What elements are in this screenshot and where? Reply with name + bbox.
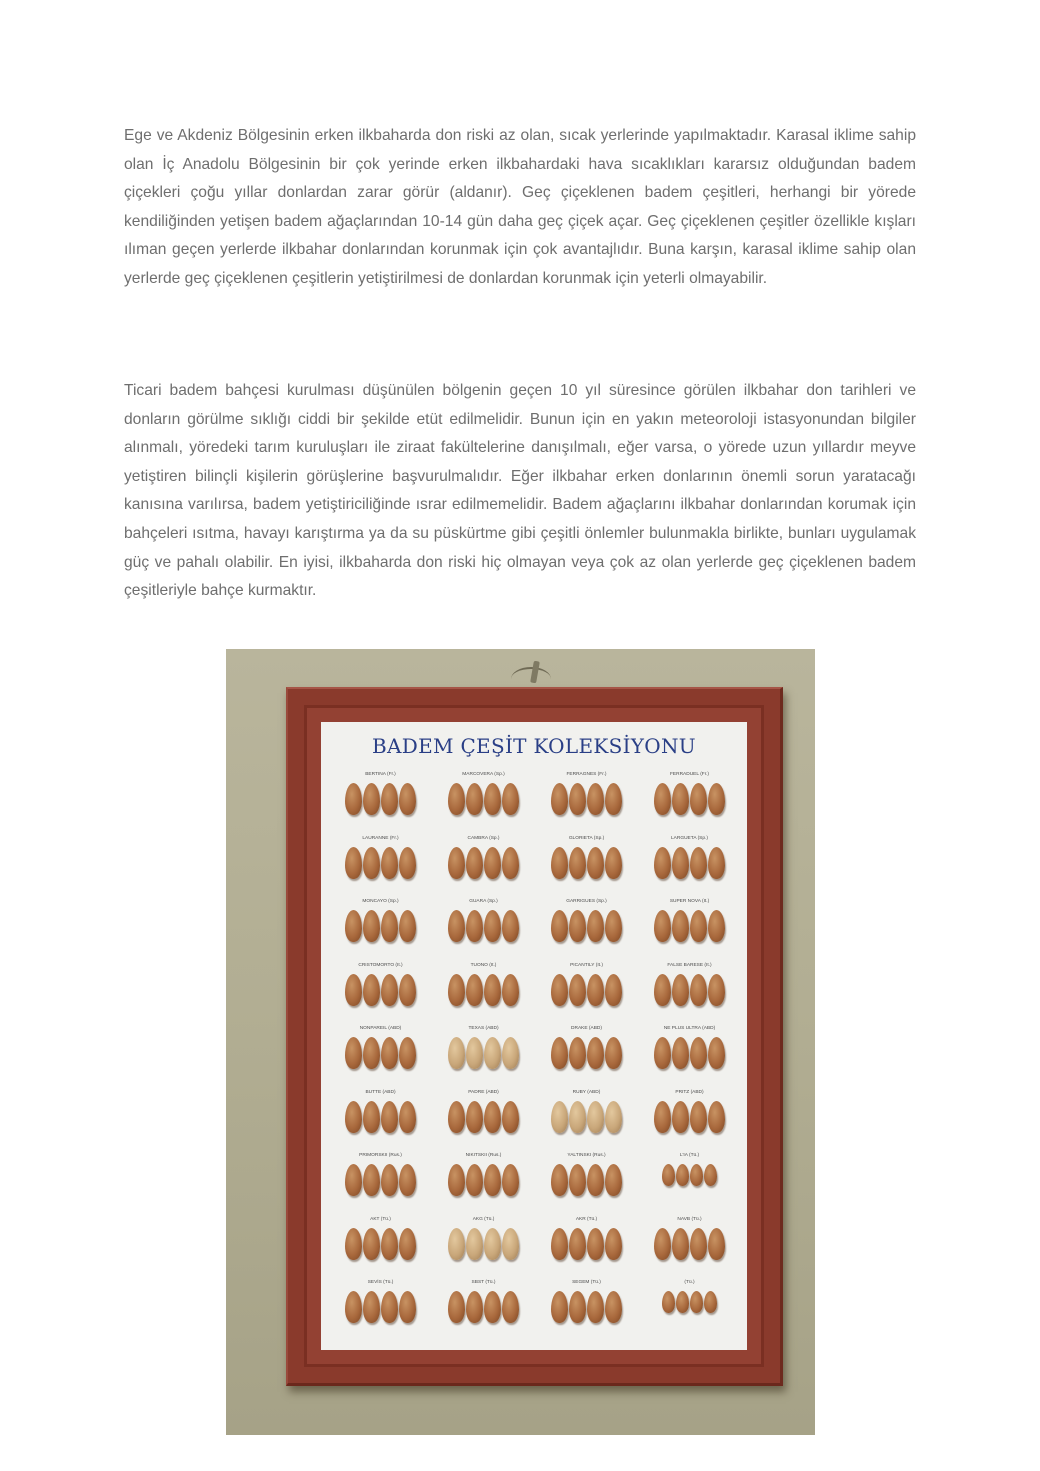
almond-samples [551,974,622,1006]
variety-label: NIKITSKII (Rus.) [465,1153,502,1159]
almond-kernel [708,783,725,815]
almond-samples [448,783,519,815]
almond-kernel [363,1101,380,1133]
almond-samples [345,1291,416,1323]
almond-samples [345,1164,416,1196]
almond-kernel [399,974,416,1006]
almond-samples [345,974,416,1006]
almond-samples [551,1228,622,1260]
variety-cell [535,1153,638,1217]
variety-label: LAURANNE (Fr.) [362,835,399,841]
almond-kernel [363,974,380,1006]
variety-label: FALSE BARESE (It.) [667,962,712,968]
almond-kernel [399,1037,416,1069]
almond-kernel [466,1101,483,1133]
picture-frame [286,687,783,1386]
variety-grid [329,772,741,1344]
variety-label: SUPER NOVA (It.) [669,899,710,905]
almond-kernel [448,910,465,942]
variety-cell [535,1090,638,1154]
variety-label: L'IA (Tü.) [679,1153,700,1159]
almond-samples [448,910,519,942]
almond-kernel [345,974,362,1006]
almond-kernel [569,783,586,815]
variety-label: FERRAGNES (Fr.) [566,772,607,777]
almond-kernel [448,1037,465,1069]
almond-kernel [363,1291,380,1323]
almond-kernel [654,783,671,815]
almond-kernel [708,847,725,879]
variety-cell [638,899,741,963]
almond-kernel [708,1228,725,1260]
almond-samples [551,1164,622,1196]
almond-samples [654,1037,725,1069]
almond-kernel [654,910,671,942]
variety-label: SEVİS (Tü.) [367,1280,394,1286]
almond-kernel [502,974,519,1006]
almond-kernel [605,1228,622,1260]
almond-kernel [587,1164,604,1196]
variety-cell [329,899,432,963]
almond-samples [654,1101,725,1133]
almond-kernel [466,1228,483,1260]
almond-kernel [569,1164,586,1196]
almond-kernel [605,974,622,1006]
variety-cell [638,1090,741,1154]
variety-cell [638,1217,741,1281]
almond-kernel [381,847,398,879]
almond-kernel [690,783,707,815]
almond-kernel [690,847,707,879]
almond-kernel [484,1291,501,1323]
almond-kernel [448,783,465,815]
almond-kernel [484,783,501,815]
variety-cell [329,963,432,1027]
almond-kernel [399,783,416,815]
almond-kernel [399,1291,416,1323]
variety-label: SBST (Tü.) [471,1280,496,1286]
almond-kernel [569,1101,586,1133]
variety-cell [432,772,535,836]
almond-samples [654,1228,725,1260]
almond-kernel [502,847,519,879]
almond-kernel [484,847,501,879]
almond-kernel [399,1228,416,1260]
almond-kernel [381,783,398,815]
almond-samples [662,1291,717,1313]
variety-cell [329,1026,432,1090]
almond-kernel [587,847,604,879]
almond-kernel [708,1037,725,1069]
almond-kernel [466,847,483,879]
almond-kernel [605,783,622,815]
almond-kernel [484,1101,501,1133]
almond-kernel [381,1037,398,1069]
variety-label: TUONO (It.) [470,962,497,968]
almond-samples [551,910,622,942]
almond-kernel [587,783,604,815]
almond-kernel [690,1291,703,1313]
display-board [321,722,747,1350]
variety-cell [535,1026,638,1090]
variety-cell [432,1153,535,1217]
almond-kernel [551,847,568,879]
almond-samples [662,1164,717,1186]
almond-kernel [363,783,380,815]
almond-kernel [690,910,707,942]
almond-samples [345,1228,416,1260]
almond-kernel [381,974,398,1006]
almond-kernel [569,847,586,879]
variety-cell [432,1026,535,1090]
almond-kernel [448,1101,465,1133]
almond-kernel [502,1164,519,1196]
variety-cell [638,836,741,900]
almond-kernel [704,1164,717,1186]
variety-label: MONCAYO (Sp.) [362,899,399,905]
almond-kernel [381,1291,398,1323]
variety-cell [638,1280,741,1344]
almond-kernel [551,1228,568,1260]
almond-kernel [399,1101,416,1133]
almond-kernel [399,847,416,879]
paragraph-1: Ege ve Akdeniz Bölgesinin erken ilkbaharda don riski az olan, sıcak yerlerinde yapılmaktadır. Karasal iklime sahip olan İç Anadolu Bölgesinin bir çok yerinde erken ilkbahardaki hava sıcaklıkları kararsız olduğundan badem çiçekleri çoğu yıllar donlardan zarar görür (aldanır). Geç çiçeklenen badem çeşitleri, herhangi bir yörede kendiliğinden yetişen badem ağaçlarından 10-14 gün daha geç çiçek açar. Geç çiçeklenen çeşitler özellikle kışları ılıman geçen yerlerde ilkbahar donlarından korunmak için çok avantajlıdır. Buna karşın, karasal iklime sahip olan yerlerde geç çiçeklenen çeşitlerin yetiştirilmesi de donlardan korunmak için yeterli olmayabilir. [124,127,916,287]
almond-kernel [569,974,586,1006]
variety-cell [329,772,432,836]
almond-kernel [448,847,465,879]
almond-kernel [569,1037,586,1069]
variety-cell [535,1217,638,1281]
almond-samples [345,910,416,942]
variety-cell [535,836,638,900]
variety-label: FERRADUEL (Fr.) [670,772,709,777]
almond-kernel [484,1228,501,1260]
almond-samples [448,1037,519,1069]
almond-kernel [345,1101,362,1133]
almond-kernel [345,783,362,815]
variety-label: GARRIGUES (Sp.) [566,899,607,905]
almond-kernel [381,1228,398,1260]
almond-kernel [345,1164,362,1196]
almond-kernel [672,910,689,942]
almond-samples [551,1101,622,1133]
almond-kernel [363,847,380,879]
almond-kernel [654,1101,671,1133]
variety-label: PRIMORSKII (Rus.) [359,1153,402,1159]
almond-kernel [502,910,519,942]
almond-kernel [345,910,362,942]
almond-kernel [708,974,725,1006]
variety-label: TEXAS (ABD) [468,1026,499,1032]
variety-label: MARCOVERA (Sp.) [462,772,505,777]
almond-kernel [399,1164,416,1196]
variety-cell [432,1217,535,1281]
almond-kernel [605,847,622,879]
almond-kernel [654,1037,671,1069]
almond-kernel [448,1164,465,1196]
almond-samples [448,1291,519,1323]
almond-samples [448,1164,519,1196]
almond-kernel [484,974,501,1006]
almond-samples [551,783,622,815]
variety-label: SEGEM (Tü.) [572,1280,601,1286]
variety-cell [535,772,638,836]
variety-cell [329,1153,432,1217]
variety-label: AKT (Tü.) [370,1216,391,1222]
almond-kernel [502,1101,519,1133]
almond-kernel [381,910,398,942]
variety-cell [535,963,638,1027]
almond-kernel [672,974,689,1006]
variety-label: PRITZ (ABD) [675,1089,704,1095]
almond-kernel [690,1228,707,1260]
almond-kernel [676,1164,689,1186]
almond-kernel [587,1101,604,1133]
almond-kernel [690,1037,707,1069]
variety-label: PICANTILY (It.) [570,962,603,968]
almond-kernel [502,1291,519,1323]
variety-cell [535,899,638,963]
almond-kernel [708,910,725,942]
almond-samples [345,1101,416,1133]
almond-kernel [466,1291,483,1323]
almond-kernel [690,974,707,1006]
almond-samples [654,847,725,879]
variety-label: CAMBRA (Sp.) [467,835,500,841]
almond-kernel [399,910,416,942]
almond-samples [654,783,725,815]
almond-samples [448,974,519,1006]
almond-kernel [654,847,671,879]
almond-kernel [551,1037,568,1069]
variety-label: NE PLUS ULTRA (ABD) [663,1026,716,1032]
almond-samples [551,1291,622,1323]
almond-kernel [502,783,519,815]
almond-kernel [704,1291,717,1313]
almond-kernel [587,974,604,1006]
almond-samples [345,847,416,879]
variety-label: YALTINSKI (Rus.) [567,1153,606,1159]
almond-kernel [662,1291,675,1313]
almond-kernel [605,910,622,942]
variety-label: GLORIETA (Sp.) [568,835,605,841]
almond-kernel [466,783,483,815]
variety-label: AKR (Tü.) [575,1216,598,1222]
almond-samples [551,847,622,879]
variety-cell [329,1217,432,1281]
almond-kernel [345,1291,362,1323]
almond-kernel [551,783,568,815]
variety-cell [432,963,535,1027]
almond-kernel [690,1164,703,1186]
almond-kernel [551,974,568,1006]
almond-kernel [672,1101,689,1133]
almond-kernel [363,910,380,942]
almond-kernel [569,1291,586,1323]
variety-label: LARGUETA (Sp.) [671,835,708,841]
variety-label: BUTTE (ABD) [365,1089,396,1095]
variety-cell [535,1280,638,1344]
variety-cell [329,1090,432,1154]
almond-kernel [448,974,465,1006]
almond-kernel [381,1101,398,1133]
almond-samples [654,910,725,942]
almond-kernel [605,1037,622,1069]
almond-kernel [551,1164,568,1196]
variety-label: NAVB (Tü.) [677,1216,702,1222]
variety-cell [638,963,741,1027]
variety-label: (Tü.) [684,1280,695,1286]
almond-kernel [345,847,362,879]
variety-cell [432,1090,535,1154]
almond-kernel [551,1101,568,1133]
almond-samples [345,783,416,815]
almond-kernel [484,910,501,942]
almond-kernel [569,910,586,942]
almond-samples [654,974,725,1006]
almond-kernel [466,910,483,942]
almond-kernel [345,1228,362,1260]
variety-label: RUBY (ABD) [572,1089,601,1095]
almond-kernel [448,1228,465,1260]
almond-kernel [381,1164,398,1196]
almond-kernel [363,1037,380,1069]
paragraph-2: Ticari badem bahçesi kurulması düşünülen bölgenin geçen 10 yıl süresince görülen ilkbahar don tarihleri ve donların görülme sıklığı ciddi bir şekilde etüt edilmelidir. Bunun için en yakın meteoroloji istasyonundan bilgiler alınmalı, yöredeki tarım kuruluşları ile ziraat fakültelerine danışılmalı, eğer varsa, o yörede uzun yıllardır meyve yetiştiren bilinçli kişilerin görüşlerine başvurulmalıdır. Eğer ilkbahar erken donlarının önemli sorun yaratacağı kanısına varılırsa, badem yetiştiriciliğinde ısrar edilmemelidir. Badem ağaçlarını ilkbahar donlarından korumak için bahçeleri ısıtma, havayı karıştırma ya da su püskürtme gibi çeşitli önlemler bulunmakla birlikte, bunları uygulamak güç ve pahalı olabilir. En iyisi, ilkbaharda don riski hiç olmayan veya çok az olan yerlerde geç çiçeklenen badem çeşitleriyle bahçe kurmaktır. [124,382,916,600]
almond-kernel [587,1291,604,1323]
variety-label: PADRE (ABD) [468,1089,499,1095]
almond-kernel [448,1291,465,1323]
almond-kernel [672,783,689,815]
almond-kernel [676,1291,689,1313]
variety-cell [432,1280,535,1344]
almond-kernel [672,847,689,879]
almond-kernel [672,1037,689,1069]
almond-kernel [654,974,671,1006]
almond-kernel [466,1037,483,1069]
variety-label: GUARA (Sp.) [469,899,498,905]
almond-kernel [587,1228,604,1260]
almond-kernel [551,910,568,942]
variety-label: CRISTOMORTO (It.) [358,962,403,968]
variety-label: AKG (Tü.) [472,1216,495,1222]
almond-kernel [587,1037,604,1069]
almond-kernel [605,1291,622,1323]
almond-kernel [569,1228,586,1260]
almond-kernel [484,1037,501,1069]
almond-kernel [466,1164,483,1196]
variety-cell [329,1280,432,1344]
variety-cell [638,1026,741,1090]
almond-collection-photo [226,649,815,1435]
almond-kernel [605,1101,622,1133]
almond-kernel [363,1164,380,1196]
almond-samples [448,1101,519,1133]
almond-kernel [466,974,483,1006]
board-title: BADEM ÇEŞİT KOLEKSİYONU [372,734,696,758]
variety-cell [638,772,741,836]
almond-kernel [502,1228,519,1260]
almond-samples [448,847,519,879]
almond-kernel [672,1228,689,1260]
frame-molding [304,705,764,1367]
almond-samples [551,1037,622,1069]
almond-kernel [502,1037,519,1069]
variety-label: BERTINA (Fr.) [365,772,396,777]
almond-kernel [662,1164,675,1186]
variety-cell [329,836,432,900]
almond-kernel [587,910,604,942]
almond-kernel [345,1037,362,1069]
variety-cell [432,899,535,963]
almond-kernel [605,1164,622,1196]
almond-kernel [363,1228,380,1260]
variety-cell [432,836,535,900]
variety-label: DRAKE (ABD) [571,1026,602,1032]
variety-label: NONPAREIL (ABD) [359,1026,402,1032]
almond-samples [345,1037,416,1069]
almond-kernel [551,1291,568,1323]
variety-cell [638,1153,741,1217]
almond-kernel [690,1101,707,1133]
almond-kernel [708,1101,725,1133]
almond-kernel [484,1164,501,1196]
almond-kernel [654,1228,671,1260]
almond-samples [448,1228,519,1260]
